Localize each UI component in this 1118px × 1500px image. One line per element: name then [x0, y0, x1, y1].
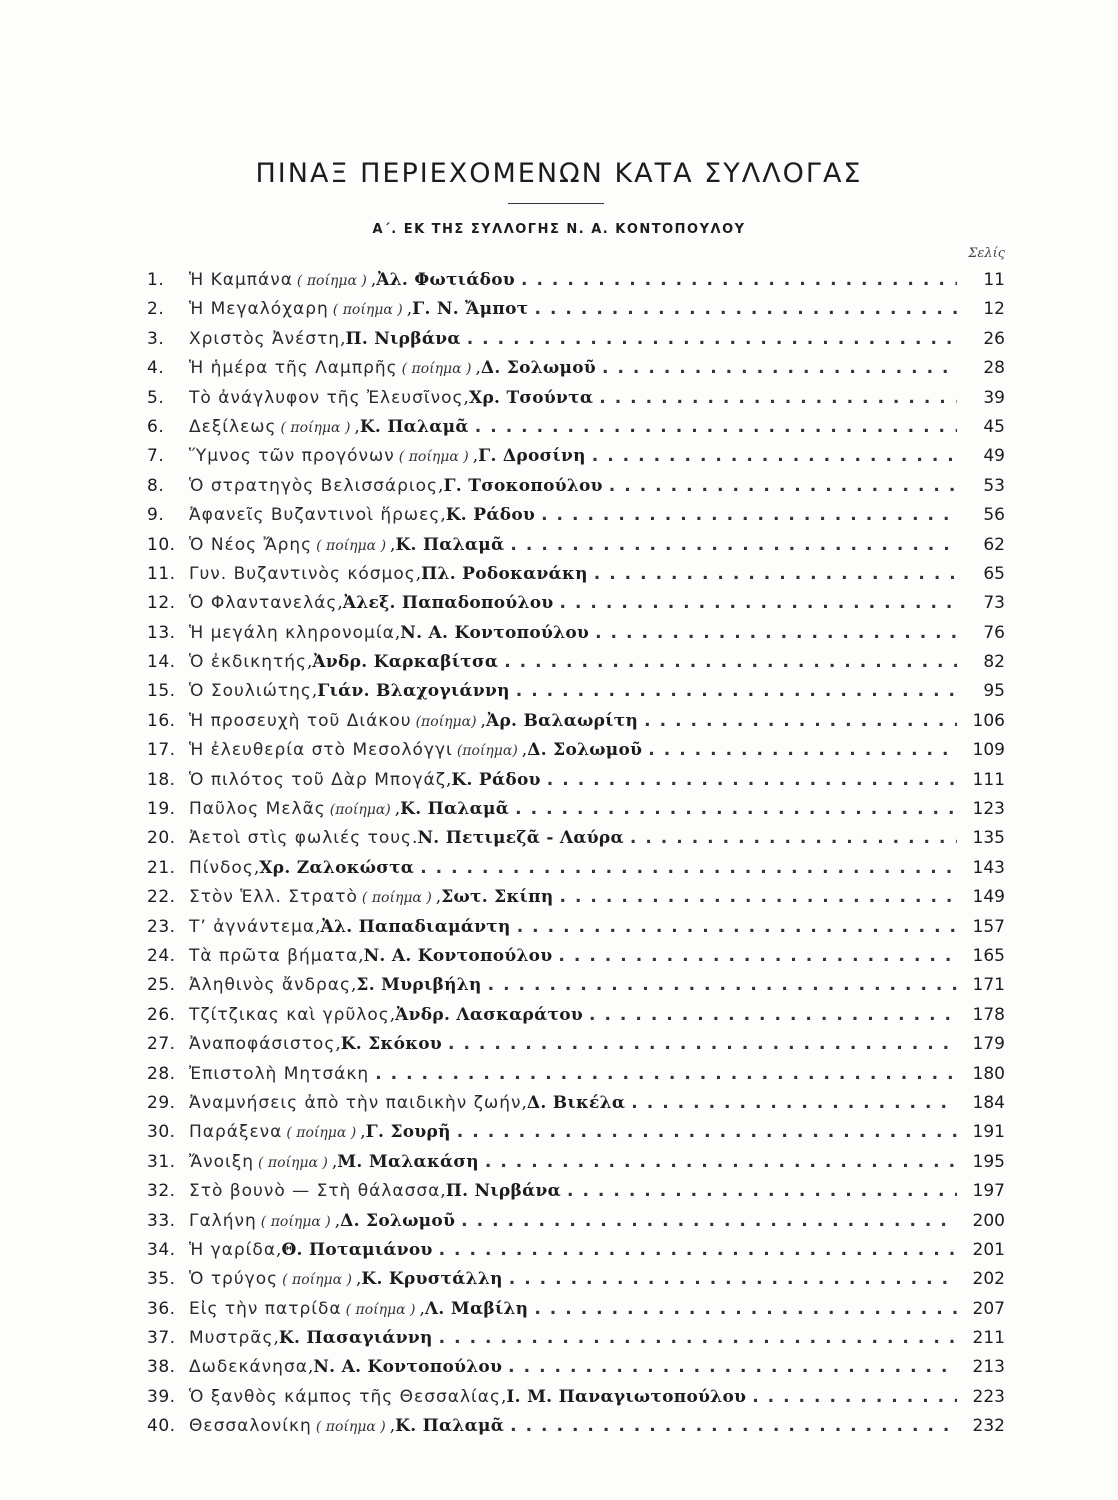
dot-leader	[504, 535, 957, 555]
entry-separator: ,	[360, 1122, 366, 1143]
dot-leader	[482, 975, 957, 995]
toc-entry	[147, 1269, 1005, 1298]
entry-page-number: 180	[972, 1063, 1005, 1084]
entry-separator: ,	[438, 475, 444, 496]
entry-page-number: 73	[983, 593, 1005, 614]
entry-title: Εἰς τὴν πατρίδα	[189, 1298, 342, 1319]
entry-title: Πίνδος	[189, 857, 254, 878]
entry-title: Ἀληθινὸς ἄνδρας	[189, 975, 351, 996]
entry-number: 15.	[147, 681, 176, 702]
toc-entry	[147, 476, 1005, 505]
entry-number: 34.	[147, 1239, 176, 1260]
entry-number: 6.	[147, 416, 165, 437]
table-of-contents	[147, 270, 1005, 1446]
toc-entry	[147, 887, 1005, 916]
entry-separator: ,	[419, 1298, 425, 1319]
entry-page-number: 53	[983, 475, 1005, 496]
entry-number: 16.	[147, 710, 176, 731]
entry-title: Ἀφανεῖς Βυζαντινοὶ ἥρωες	[189, 505, 441, 526]
toc-entry	[147, 858, 1005, 887]
dot-leader	[528, 1299, 957, 1319]
entry-title: Ἡ ἡμέρα τῆς Λαμπρῆς	[189, 358, 398, 379]
toc-entry	[147, 1122, 1005, 1151]
entry-number: 37.	[147, 1328, 176, 1349]
entry-separator: ,	[500, 1386, 507, 1407]
entry-separator: ,	[406, 299, 413, 320]
toc-entry	[147, 1034, 1005, 1063]
entry-author: Σ. Μυριβήλη	[356, 975, 482, 996]
entry-author: Μ. Μαλακάση	[337, 1151, 479, 1172]
toc-entry	[147, 535, 1005, 564]
entry-author: Ἀλεξ. Παπαδοπούλου	[342, 593, 554, 614]
entry-number: 3.	[147, 328, 165, 349]
toc-entry	[147, 1093, 1005, 1122]
dot-leader	[433, 1240, 957, 1260]
toc-entry	[147, 711, 1005, 740]
entry-title: Ἡ ἐλευθερία στὸ Μεσολόγγι	[189, 740, 453, 761]
entry-separator: ,	[389, 1004, 396, 1025]
entry-genre: ( ποίημα )	[398, 449, 469, 466]
dot-leader	[469, 417, 957, 437]
toc-entry	[147, 388, 1005, 417]
entry-author: Λ. Μαβίλη	[424, 1298, 529, 1319]
entry-page-number: 39	[983, 387, 1005, 408]
dot-leader	[479, 1152, 957, 1172]
entry-author: Κ. Ράδου	[451, 769, 541, 790]
entry-author: Ν. Α. Κοντοπούλου	[363, 945, 553, 966]
entry-title: Ὁ Νέος Ἄρης	[189, 534, 313, 555]
entry-page-number: 201	[972, 1239, 1005, 1260]
entry-number: 14.	[147, 652, 176, 673]
dot-leader	[593, 388, 957, 408]
dot-leader	[596, 358, 957, 378]
entry-number: 10.	[147, 534, 176, 555]
entry-number: 36.	[147, 1298, 176, 1319]
entry-author: Κ. Παλαμᾶ	[395, 534, 505, 555]
entry-page-number: 179	[972, 1034, 1005, 1055]
entry-separator: ,	[475, 358, 481, 379]
entry-number: 21.	[147, 857, 176, 878]
entry-title: Δωδεκάνησα	[189, 1357, 308, 1378]
entry-genre: ( ποίημα )	[361, 890, 432, 907]
dot-leader	[588, 564, 957, 584]
entry-number: 28.	[147, 1063, 176, 1084]
entry-number: 11.	[147, 563, 176, 584]
dot-leader	[586, 446, 957, 466]
entry-author: Δ. Βικέλα	[526, 1092, 626, 1113]
toc-entry	[147, 417, 1005, 446]
page-column-label: Σελίς	[968, 246, 1005, 261]
entry-author: Γ. Δροσίνη	[478, 446, 586, 467]
entry-separator: ,	[394, 799, 401, 820]
entry-author: Κ. Παλαμᾶ	[400, 799, 510, 820]
entry-author: Ν. Α. Κοντοπούλου	[313, 1357, 503, 1378]
dot-leader	[451, 1122, 957, 1142]
dot-leader	[510, 681, 957, 701]
entry-genre: ( ποίημα )	[260, 1213, 331, 1230]
entry-title: Ὁ ἐκδικητής	[189, 652, 307, 673]
entry-title: Θεσσαλονίκη	[189, 1416, 312, 1437]
entry-genre: ( ποίημα )	[332, 302, 403, 319]
entry-number: 40.	[147, 1416, 176, 1437]
entry-number: 29.	[147, 1092, 176, 1113]
title-divider	[508, 203, 604, 204]
entry-separator: ,	[440, 1181, 446, 1202]
toc-entry	[147, 329, 1005, 358]
toc-entry	[147, 1328, 1005, 1357]
entry-genre: ( ποίημα )	[280, 419, 351, 436]
entry-author: Γ. Ν. Ἄμποτ	[412, 299, 529, 320]
entry-page-number: 195	[972, 1151, 1005, 1172]
entry-separator: ,	[335, 1034, 341, 1055]
entry-separator: ,	[435, 887, 442, 908]
entry-page-number: 95	[983, 681, 1005, 702]
dot-leader	[552, 946, 957, 966]
entry-title: Ὁ τρύγος	[189, 1269, 279, 1290]
entry-separator: ,	[276, 1239, 282, 1260]
entry-separator: ,	[358, 945, 364, 966]
entry-title: Ἡ προσευχὴ τοῦ Διάκου	[189, 710, 412, 731]
entry-author: Χρ. Τσούντα	[468, 387, 594, 408]
entry-number: 22.	[147, 887, 176, 908]
entry-page-number: 211	[972, 1328, 1005, 1349]
entry-number: 2.	[147, 299, 165, 320]
entry-separator: ,	[440, 505, 446, 526]
entry-page-number: 213	[972, 1357, 1005, 1378]
toc-entry	[147, 652, 1005, 681]
entry-separator: ,	[472, 446, 479, 467]
dot-leader	[638, 711, 957, 731]
entry-page-number: 76	[983, 622, 1005, 643]
entry-number: 38.	[147, 1357, 176, 1378]
entry-genre: ( ποίημα )	[282, 1272, 353, 1289]
entry-title: Ἀναποφάσιστος	[189, 1034, 336, 1055]
dot-leader	[498, 652, 957, 672]
entry-number: 1.	[147, 270, 165, 290]
entry-title: Τὸ ἀνάγλυφον τῆς Ἐλευσῖνος	[189, 387, 464, 408]
entry-author: Δ. Σολωμοῦ	[340, 1210, 456, 1231]
entry-title: Τὰ πρῶτα βήματα	[189, 945, 359, 966]
entry-title: Γαλήνη	[189, 1210, 257, 1231]
entry-author: Δ. Σολωμοῦ	[527, 740, 643, 761]
entry-title: Μυστρᾶς	[189, 1328, 274, 1349]
entry-title: Ὁ ξανθὸς κάμπος τῆς Θεσσαλίας	[189, 1386, 501, 1407]
entry-genre: (ποίημα)	[415, 713, 477, 730]
toc-entry	[147, 505, 1005, 534]
dot-leader	[561, 1181, 957, 1201]
entry-separator: ,	[394, 622, 401, 643]
dot-leader	[504, 1416, 957, 1436]
dot-leader	[583, 1005, 957, 1025]
entry-separator: ,	[390, 534, 396, 555]
entry-title: Ὁ Φλαντανελάς	[189, 593, 338, 614]
entry-page-number: 135	[972, 828, 1005, 849]
toc-entry	[147, 1416, 1005, 1445]
dot-leader	[746, 1387, 957, 1407]
entry-genre: ( ποίημα )	[315, 1419, 386, 1436]
dot-leader	[624, 828, 957, 848]
entry-genre: (ποίημα)	[456, 743, 518, 760]
entry-separator: ,	[306, 652, 313, 673]
entry-author: Ἀνδρ. Καρκαβίτσα	[312, 652, 499, 673]
entry-page-number: 111	[972, 769, 1005, 790]
entry-title: Ἐπιστολὴ Μητσάκη	[189, 1063, 370, 1084]
toc-entry	[147, 1064, 1005, 1093]
entry-page-number: 207	[972, 1298, 1005, 1319]
dot-leader	[442, 1034, 957, 1054]
entry-title: Τζίτζικας καὶ γρῦλος	[189, 1004, 390, 1025]
entry-separator: ,	[521, 740, 528, 761]
entry-title: Παῦλος Μελᾶς	[189, 799, 326, 820]
entry-number: 23.	[147, 916, 176, 937]
entry-page-number: 191	[972, 1122, 1005, 1143]
entry-separator: ,	[350, 975, 357, 996]
dot-leader	[625, 1093, 957, 1113]
dot-leader	[433, 1328, 957, 1348]
entry-page-number: 232	[972, 1416, 1005, 1437]
entry-author: Δ. Σολωμοῦ	[480, 358, 596, 379]
entry-page-number: 45	[983, 416, 1005, 437]
toc-entry	[147, 799, 1005, 828]
toc-entry	[147, 917, 1005, 946]
entry-number: 26.	[147, 1004, 176, 1025]
entry-separator: ,	[356, 1269, 362, 1290]
entry-page-number: 202	[972, 1269, 1005, 1290]
entry-title: Χριστὸς Ἀνέστη	[189, 328, 341, 349]
entry-separator: ,	[331, 1151, 338, 1172]
entry-number: 30.	[147, 1122, 176, 1143]
entry-number: 8.	[147, 475, 165, 496]
entry-separator: ,	[480, 710, 486, 731]
entry-title: Ὁ στρατηγὸς Βελισσάριος	[189, 475, 439, 496]
entry-title: Στὸν Ἑλλ. Στρατὸ	[189, 887, 358, 908]
entry-author: Ἀνδρ. Λασκαράτου	[395, 1004, 583, 1025]
entry-number: 12.	[147, 593, 176, 614]
entry-page-number: 106	[972, 710, 1005, 731]
toc-entry	[147, 681, 1005, 710]
entry-author: Ν. Α. Κοντοπούλου	[400, 622, 590, 643]
entry-number: 19.	[147, 799, 176, 820]
dot-leader	[553, 887, 957, 907]
dot-leader	[528, 299, 957, 319]
toc-entry	[147, 1211, 1005, 1240]
dot-leader	[502, 1357, 957, 1377]
entry-page-number: 149	[972, 887, 1005, 908]
dot-leader	[414, 858, 957, 878]
entry-title: Γυν. Βυζαντινὸς κόσμος	[189, 563, 416, 584]
dot-leader	[455, 1211, 957, 1231]
entry-genre: ( ποίημα )	[316, 537, 387, 554]
entry-page-number: 109	[972, 740, 1005, 761]
dot-leader	[603, 476, 957, 496]
entry-author: Ἀρ. Βαλαωρίτη	[485, 710, 639, 731]
dot-leader	[642, 740, 957, 760]
entry-separator: ,	[415, 563, 422, 584]
entry-separator: ,	[389, 1416, 396, 1437]
toc-entry	[147, 593, 1005, 622]
entry-number: 35.	[147, 1269, 176, 1290]
entry-number: 25.	[147, 975, 176, 996]
entry-separator: ,	[340, 328, 346, 349]
toc-entry	[147, 1152, 1005, 1181]
entry-separator: .	[412, 828, 418, 849]
entry-genre: ( ποίημα )	[296, 273, 367, 289]
entry-title: Ὁ Σουλιώτης	[189, 681, 312, 702]
entry-title: Ἡ Καμπάνα	[189, 270, 293, 290]
entry-author: Γ. Τσοκοπούλου	[443, 475, 603, 496]
entry-number: 39.	[147, 1386, 176, 1407]
toc-entry	[147, 946, 1005, 975]
entry-page-number: 28	[983, 358, 1005, 379]
entry-separator: ,	[337, 593, 343, 614]
toc-entry	[147, 446, 1005, 475]
entry-title: Ἡ γαρίδα	[189, 1239, 277, 1260]
entry-author: Κ. Πασαγιάννη	[278, 1328, 433, 1349]
entry-title: Ὁ πιλότος τοῦ Δὰρ Μπογάζ	[189, 769, 447, 790]
entry-genre: ( ποίημα )	[286, 1125, 357, 1142]
entry-number: 31.	[147, 1151, 176, 1172]
entry-title: Ἄνοιξη	[189, 1151, 254, 1172]
entry-title: Ὕμνος τῶν προγόνων	[189, 446, 395, 467]
entry-title: Ἡ μεγάλη κληρονομία	[189, 622, 395, 643]
entry-number: 5.	[147, 387, 165, 408]
dot-leader	[369, 1064, 957, 1084]
entry-page-number: 49	[983, 446, 1005, 467]
entry-page-number: 123	[972, 799, 1005, 820]
entry-separator: ,	[354, 416, 360, 437]
entry-separator: ,	[315, 916, 321, 937]
dot-leader	[553, 593, 957, 613]
page-title: ΠΙΝΑΞ ΠΕΡΙΕΧΟΜΕΝΩΝ ΚΑΤΑ ΣΥΛΛΟΓΑΣ	[255, 158, 863, 189]
toc-entry	[147, 1005, 1005, 1034]
entry-author: Ἀλ. Φωτιάδου	[376, 270, 515, 290]
entry-title: Ἀναμνήσεις ἀπὸ τὴν παιδικὴν ζωήν	[189, 1092, 522, 1113]
entry-page-number: 178	[972, 1004, 1005, 1025]
entry-page-number: 165	[972, 945, 1005, 966]
entry-separator: ,	[334, 1210, 341, 1231]
entry-title: Παράξενα	[189, 1122, 283, 1143]
dot-leader	[535, 505, 957, 525]
entry-author: Π. Νιρβάνα	[345, 328, 461, 349]
entry-title: Δεξίλεως	[189, 416, 277, 437]
entry-page-number: 223	[972, 1386, 1005, 1407]
entry-page-number: 197	[972, 1181, 1005, 1202]
entry-number: 13.	[147, 622, 176, 643]
entry-title: Τ’ ἀγνάντεμα	[189, 916, 316, 937]
entry-author: Σωτ. Σκίπη	[441, 887, 554, 908]
entry-number: 7.	[147, 446, 165, 467]
entry-separator: ,	[370, 270, 377, 290]
entry-author: Χρ. Ζαλοκώστα	[259, 857, 415, 878]
entry-page-number: 200	[972, 1210, 1005, 1231]
entry-author: Ι. Μ. Παναγιωτοπούλου	[506, 1386, 747, 1407]
entry-author: Κ. Σκόκου	[340, 1034, 443, 1055]
entry-author: Γ. Σουρῆ	[365, 1122, 451, 1143]
toc-entry	[147, 299, 1005, 328]
entry-page-number: 143	[972, 857, 1005, 878]
entry-page-number: 12	[983, 299, 1005, 320]
entry-genre: ( ποίημα )	[345, 1301, 416, 1318]
entry-title: Ἀετοὶ στὶς φωλιές τους	[189, 828, 413, 849]
entry-author: Κ. Παλαμᾶ	[395, 1416, 505, 1437]
entry-author: Θ. Ποταμιάνου	[281, 1239, 433, 1260]
toc-entry	[147, 1240, 1005, 1269]
toc-entry	[147, 740, 1005, 769]
entry-separator: ,	[273, 1328, 279, 1349]
collection-subtitle: Α΄. ΕΚ ΤΗΣ ΣΥΛΛΟΓΗΣ Ν. Α. ΚΟΝΤΟΠΟΥΛΟΥ	[372, 222, 746, 237]
toc-entry	[147, 1181, 1005, 1210]
entry-number: 9.	[147, 505, 165, 526]
entry-genre: ( ποίημα )	[257, 1154, 328, 1171]
entry-number: 24.	[147, 945, 176, 966]
entry-author: Ἀλ. Παπαδιαμάντη	[320, 916, 511, 937]
entry-separator: ,	[253, 857, 260, 878]
entry-page-number: 26	[983, 328, 1005, 349]
dot-leader	[461, 329, 957, 349]
dot-leader	[515, 270, 957, 290]
toc-entry	[147, 770, 1005, 799]
entry-number: 20.	[147, 828, 176, 849]
toc-entry	[147, 975, 1005, 1004]
entry-author: Ν. Πετιμεζᾶ - Λαύρα	[417, 828, 624, 849]
entry-separator: ,	[307, 1357, 314, 1378]
entry-number: 27.	[147, 1034, 176, 1055]
entry-page-number: 11	[983, 270, 1005, 290]
entry-separator: ,	[311, 681, 318, 702]
entry-separator: ,	[463, 387, 469, 408]
toc-entry	[147, 1387, 1005, 1416]
toc-entry	[147, 270, 1005, 299]
entry-title: Ἡ Μεγαλόχαρη	[189, 299, 329, 320]
entry-page-number: 62	[983, 534, 1005, 555]
entry-author: Κ. Ράδου	[445, 505, 536, 526]
entry-author: Γιάν. Βλαχογιάννη	[317, 681, 510, 702]
entry-author: Κ. Κρυστάλλη	[361, 1269, 503, 1290]
toc-entry	[147, 1299, 1005, 1328]
entry-number: 18.	[147, 769, 176, 790]
entry-author: Π. Νιρβάνα	[445, 1181, 561, 1202]
toc-entry	[147, 564, 1005, 593]
entry-number: 33.	[147, 1210, 176, 1231]
entry-page-number: 82	[983, 652, 1005, 673]
toc-entry	[147, 828, 1005, 857]
entry-page-number: 56	[983, 505, 1005, 526]
entry-number: 32.	[147, 1181, 176, 1202]
entry-separator: ,	[446, 769, 452, 790]
entry-page-number: 184	[972, 1092, 1005, 1113]
entry-separator: ,	[521, 1092, 527, 1113]
entry-title: Στὸ βουνὸ — Στὴ θάλασσα	[189, 1181, 441, 1202]
dot-leader	[589, 623, 957, 643]
entry-genre: ( ποίημα )	[401, 361, 472, 378]
dot-leader	[503, 1269, 957, 1289]
dot-leader	[511, 917, 957, 937]
dot-leader	[509, 799, 957, 819]
entry-author: Κ. Παλαμᾶ	[359, 416, 469, 437]
toc-entry	[147, 1357, 1005, 1386]
toc-entry	[147, 623, 1005, 652]
entry-number: 4.	[147, 358, 165, 379]
entry-genre: (ποίημα)	[329, 802, 391, 819]
entry-page-number: 65	[983, 563, 1005, 584]
entry-author: Πλ. Ροδοκανάκη	[421, 563, 588, 584]
toc-entry	[147, 358, 1005, 387]
dot-leader	[541, 770, 957, 790]
entry-page-number: 171	[972, 975, 1005, 996]
entry-number: 17.	[147, 740, 176, 761]
entry-page-number: 157	[972, 916, 1005, 937]
